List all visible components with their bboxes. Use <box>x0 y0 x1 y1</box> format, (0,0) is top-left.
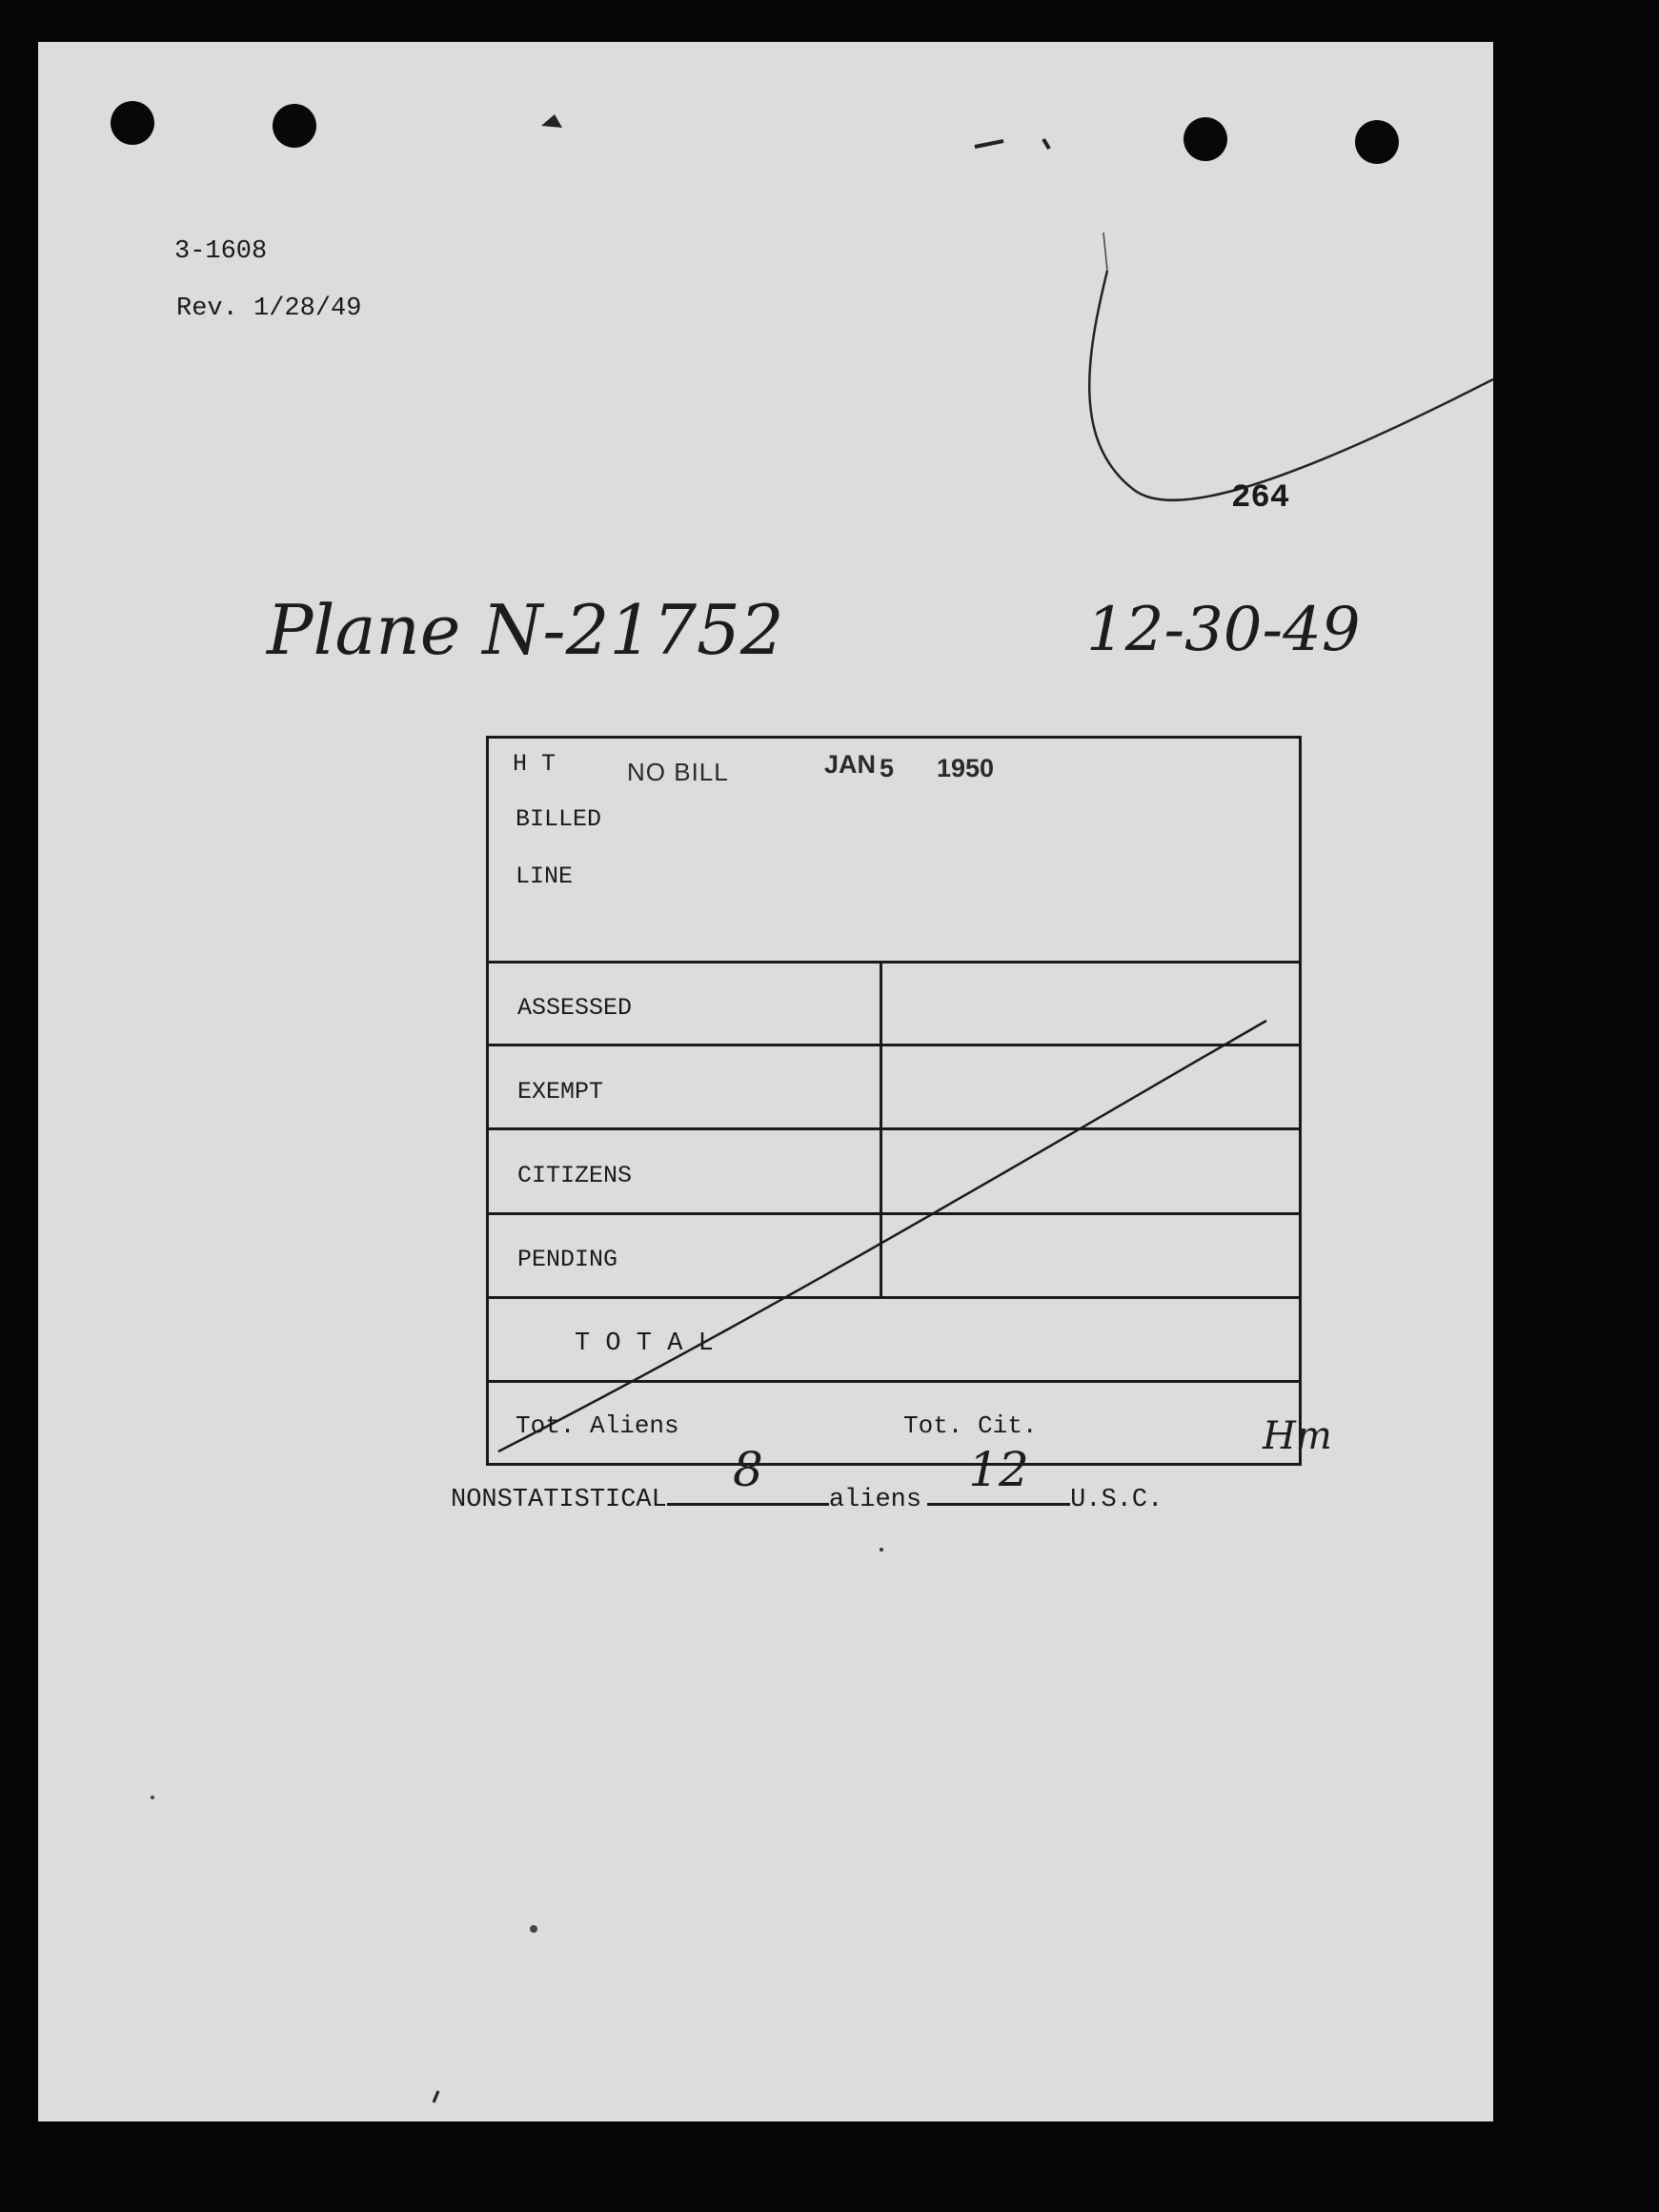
row-label-citizens: CITIZENS <box>517 1162 633 1189</box>
usc-count: 12 <box>968 1442 1029 1497</box>
plane-handwritten: Plane N-21752 <box>267 590 784 670</box>
label-ht: H T <box>513 750 556 778</box>
label-line: LINE <box>516 862 574 890</box>
date-handwritten: 12-30-49 <box>1086 595 1361 665</box>
tot-aliens-label: Tot. Aliens <box>516 1411 679 1440</box>
form-revision: Rev. 1/28/49 <box>176 294 362 323</box>
stamp-month: JAN <box>824 750 877 779</box>
aliens-blank <box>667 1442 829 1506</box>
form-box <box>486 736 1302 1466</box>
nonstatistical-line <box>451 1442 1163 1514</box>
stamp-day: 5 <box>880 754 895 782</box>
usc-label: U.S.C. <box>1070 1486 1163 1514</box>
aliens-label: aliens <box>828 1486 922 1514</box>
aliens-count: 8 <box>732 1442 763 1497</box>
label-billed: BILLED <box>516 805 602 833</box>
row-label-assessed: ASSESSED <box>517 994 633 1022</box>
row-label-exempt: EXEMPT <box>517 1078 604 1106</box>
document-page <box>38 42 1493 2121</box>
initials-handwritten: Hm <box>1263 1414 1332 1458</box>
tot-cit-label: Tot. Cit. <box>903 1411 1038 1440</box>
form-number: 3-1608 <box>174 237 268 266</box>
cancel-stroke <box>489 739 1299 1463</box>
total-label: T O T A L <box>575 1329 714 1358</box>
nonstatistical-label: NONSTATISTICAL <box>451 1486 667 1514</box>
usc-blank <box>927 1442 1070 1506</box>
row-label-pending: PENDING <box>517 1246 618 1273</box>
stamp-year: 1950 <box>937 754 995 782</box>
page-number: 264 <box>1231 480 1290 517</box>
no-bill-stamp: NO BILL <box>627 758 729 786</box>
